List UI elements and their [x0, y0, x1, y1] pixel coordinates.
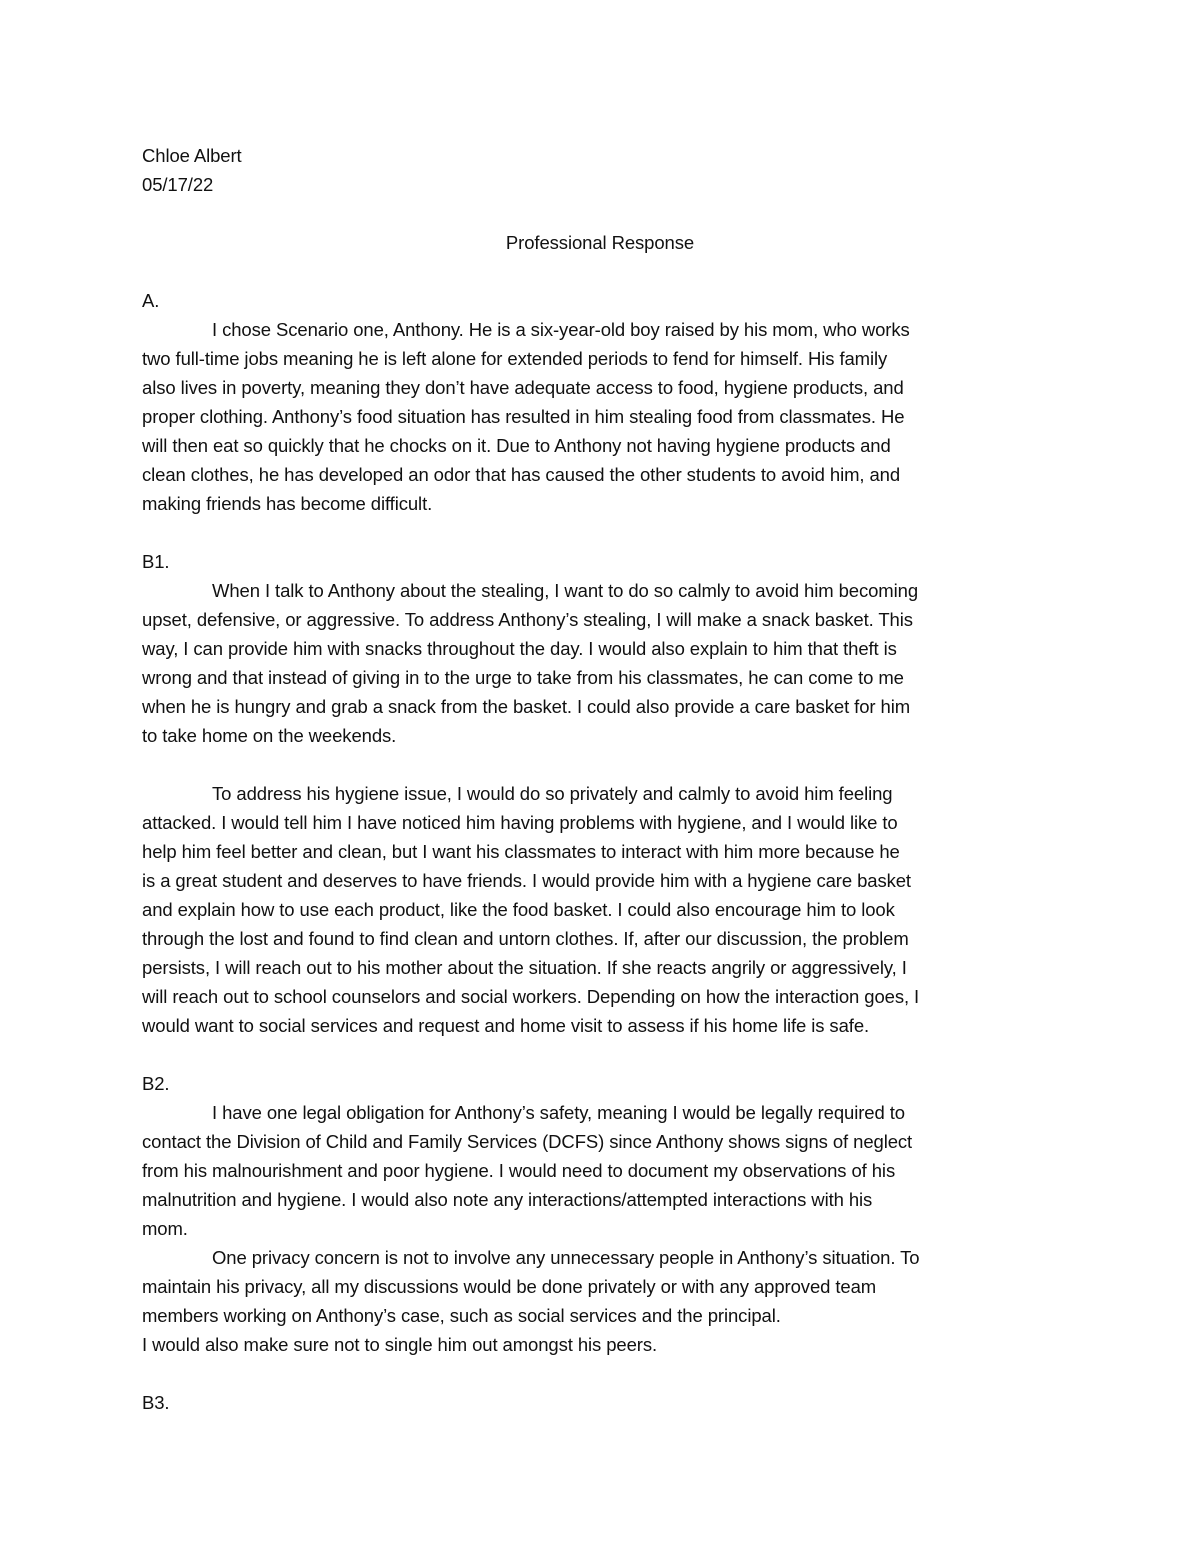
spacer — [142, 257, 1064, 286]
paragraph-line: attacked. I would tell him I have noticed him having problems with hygiene, and I would like to — [142, 812, 898, 833]
document-title: Professional Response — [505, 232, 695, 253]
paragraph-line: members working on Anthony’s case, such as social services and the principal. — [142, 1305, 781, 1326]
paragraph-line: clean clothes, he has developed an odor that has caused the other students to avoid him, and — [142, 464, 901, 485]
paragraph-line: will reach out to school counselors and social workers. Depending on how the interaction goes, I — [142, 986, 920, 1007]
paragraph-line: and explain how to use each product, like the food basket. I could also encourage him to look — [142, 899, 895, 920]
paragraph-line: malnutrition and hygiene. I would also note any interactions/attempted interactions with his — [142, 1189, 873, 1210]
paragraph-line: When I talk to Anthony about the stealing, I want to do so calmly to avoid him becoming — [212, 580, 919, 601]
paragraph-line: persists, I will reach out to his mother about the situation. If she reacts angrily or aggressively, I — [142, 957, 907, 978]
section-heading-b3: B3. — [142, 1392, 170, 1413]
document-body — [142, 141, 1064, 1417]
paragraph-line: wrong and that instead of giving in to the urge to take from his classmates, he can come to me — [142, 667, 904, 688]
paragraph-line: proper clothing. Anthony’s food situation has resulted in him stealing food from classmates. He — [142, 406, 905, 427]
paragraph-line: upset, defensive, or aggressive. To address Anthony’s stealing, I will make a snack basket. This — [142, 609, 913, 630]
paragraph-line: to take home on the weekends. — [142, 725, 397, 746]
paragraph-line: making friends has become difficult. — [142, 493, 433, 514]
paragraph-line: help him feel better and clean, but I want his classmates to interact with him more because he — [142, 841, 900, 862]
spacer — [142, 199, 1064, 228]
paragraph-line: I would also make sure not to single him out amongst his peers. — [142, 1334, 658, 1355]
paragraph — [142, 1098, 1064, 1243]
paragraph-line: One privacy concern is not to involve any unnecessary people in Anthony’s situation. To — [212, 1247, 920, 1268]
paragraph-line: mom. — [142, 1218, 188, 1239]
spacer — [142, 518, 1064, 547]
paragraph — [142, 576, 1064, 750]
document-date: 05/17/22 — [142, 174, 214, 195]
paragraph-line: I chose Scenario one, Anthony. He is a six-year-old boy raised by his mom, who works — [212, 319, 910, 340]
paragraph-line: through the lost and found to find clean and untorn clothes. If, after our discussion, the problem — [142, 928, 909, 949]
paragraph — [142, 315, 1064, 518]
paragraph-line: I have one legal obligation for Anthony’s safety, meaning I would be legally required to — [212, 1102, 905, 1123]
spacer — [142, 1359, 1064, 1388]
paragraph-line: would want to social services and request and home visit to assess if his home life is safe. — [142, 1015, 870, 1036]
paragraph-line: way, I can provide him with snacks throughout the day. I would also explain to him that theft is — [142, 638, 897, 659]
paragraph-line: when he is hungry and grab a snack from the basket. I could also provide a care basket for him — [142, 696, 911, 717]
section-heading-b1: B1. — [142, 551, 170, 572]
section-heading-a: A. — [142, 290, 160, 311]
spacer — [142, 1040, 1064, 1069]
paragraph-line: also lives in poverty, meaning they don’t have adequate access to food, hygiene products, and — [142, 377, 904, 398]
paragraph-line: two full-time jobs meaning he is left alone for extended periods to fend for himself. His family — [142, 348, 888, 369]
paragraph — [142, 779, 1064, 1040]
paragraph-line: maintain his privacy, all my discussions would be done privately or with any approved team — [142, 1276, 877, 1297]
paragraph-line: is a great student and deserves to have friends. I would provide him with a hygiene care basket — [142, 870, 911, 891]
author-name: Chloe Albert — [142, 145, 242, 166]
section-heading-b2: B2. — [142, 1073, 170, 1094]
paragraph-line: will then eat so quickly that he chocks on it. Due to Anthony not having hygiene products and — [142, 435, 891, 456]
spacer — [142, 750, 1064, 779]
paragraph — [142, 1243, 1064, 1359]
paragraph-line: from his malnourishment and poor hygiene. I would need to document my observations of his — [142, 1160, 896, 1181]
paragraph-line: To address his hygiene issue, I would do so privately and calmly to avoid him feeling — [212, 783, 893, 804]
paragraph-line: contact the Division of Child and Family Services (DCFS) since Anthony shows signs of neglect — [142, 1131, 913, 1152]
